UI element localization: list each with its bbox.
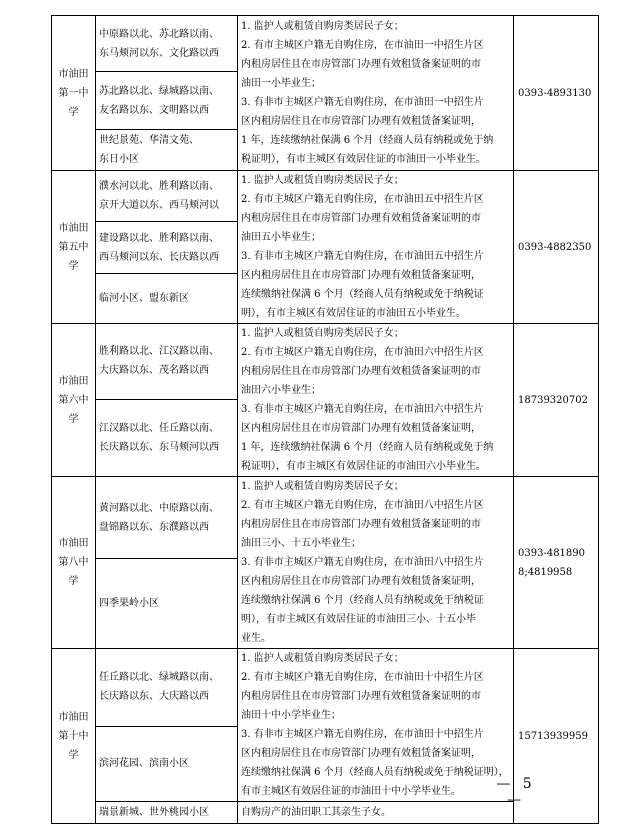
zone-area-cell xyxy=(96,559,238,649)
condition-line: 2. 有市主城区户籍无自购住房，在市油田五中招生片区 xyxy=(241,194,484,205)
zone-area-text: 京开大道以东、西马颊河以 xyxy=(99,200,219,212)
zone-area-text: 中原路以北、苏北路以南、 xyxy=(99,28,219,40)
condition-line: 明），有市主城区有效居住证的市油田三小、十五小毕 xyxy=(241,614,476,625)
contact-phone-cell xyxy=(514,16,599,171)
zone-area-cell xyxy=(96,222,238,273)
condition-line: 自购房产的油田职工其亲生子女。 xyxy=(241,807,391,818)
contact-phone: 0393-4893130 xyxy=(518,87,592,99)
zone-area-text: 长庆路以东、大庆路以西 xyxy=(99,691,209,703)
condition-line: 税证明），有市主城区有效居住证的市油田一小毕业生。 xyxy=(241,154,486,165)
zone-area-text: 友名路以东、文明路以西 xyxy=(99,104,209,116)
condition-line: 连续缴纳社保满 6 个月（经商人员有纳税或免于纳税证明）， xyxy=(241,767,509,778)
zone-area-text: 盘锦路以东、东濮路以西 xyxy=(99,521,209,533)
condition-line: 1 年，连续缴纳社保满 6 个月（经商人员有纳税或免于纳 xyxy=(241,442,494,453)
condition-line: 3. 有非市主城区户籍无自购住房，在市油田五中招生片 xyxy=(241,251,484,262)
condition-line: 内租房居住且在市房管部门办理有效租赁备案证明的市 xyxy=(241,691,481,702)
contact-phone-cell xyxy=(514,477,599,649)
condition-line: 连续缴纳社保满 6 个月（经商人员有纳税或免于纳税证 xyxy=(241,595,484,606)
condition-line: 油田十中小学毕业生； xyxy=(241,710,341,721)
condition-line: 油田五小毕业生； xyxy=(241,232,321,243)
zone-area-text: 滨河花园、滨南小区 xyxy=(99,758,189,770)
condition-line: 3. 有非市主城区户籍无自购住房，在市油田八中招生片 xyxy=(241,557,484,568)
admission-conditions-cell xyxy=(238,324,514,477)
school-name-cell xyxy=(52,477,96,649)
condition-line: 区内租房居住且在市房管部门办理有效租赁备案证明， xyxy=(241,748,481,759)
admission-zone-table xyxy=(51,15,599,824)
school-name-cell xyxy=(52,324,96,477)
condition-line: 内租房居住且在市房管部门办理有效租赁备案证明的市 xyxy=(241,213,481,224)
zone-area-text: 东日小区 xyxy=(99,154,139,165)
condition-line: 2. 有市主城区户籍无自购住房，在市油田一中招生片区 xyxy=(241,40,484,51)
condition-line: 连续缴纳社保满 6 个月（经商人员有纳税或免于纳税证 xyxy=(241,289,484,300)
condition-line: 3. 有非市主城区户籍无自购住房，在市油田六中招生片 xyxy=(241,404,484,415)
condition-line: 区内租房居住且在市房管部门办理有效租赁备案证明， xyxy=(241,423,481,434)
condition-line: 内租房居住且在市房管部门办理有效租赁备案证明的市 xyxy=(241,59,481,70)
condition-line: 油田一小毕业生； xyxy=(241,78,321,89)
condition-line: 油田六小毕业生； xyxy=(241,385,321,396)
table-row xyxy=(52,477,599,559)
contact-phone-cell xyxy=(514,324,599,477)
zone-area-cell xyxy=(96,130,238,171)
condition-line: 2. 有市主城区户籍无自购住房，在市油田十中招生片区 xyxy=(241,672,484,683)
school-name-cell xyxy=(52,649,96,824)
admission-conditions-cell xyxy=(238,477,514,649)
zone-area-cell xyxy=(96,477,238,559)
condition-line: 1. 监护人或租赁自购房类居民子女； xyxy=(241,653,404,664)
condition-line: 油田三小、十五小毕业生； xyxy=(241,538,361,549)
contact-phone-cell xyxy=(514,171,599,324)
school-name: 市油田第五中学 xyxy=(58,222,89,272)
condition-line: 内租房居住且在市房管部门办理有效租赁备案证明的市 xyxy=(241,366,481,377)
contact-phone: 15713939959 xyxy=(518,730,588,742)
zone-area-text: 东马颊河以东、文化路以西 xyxy=(99,47,219,59)
condition-line: 区内租房居住且在市房管部门办理有效租赁备案证明， xyxy=(241,576,481,587)
condition-line: 2. 有市主城区户籍无自购住房，在市油田八中招生片区 xyxy=(241,500,484,511)
page-number: — 5 — xyxy=(496,776,536,808)
admission-conditions-cell xyxy=(238,802,514,824)
zone-area-text: 建设路以北、胜利路以南、 xyxy=(99,232,219,244)
condition-line: 内租房居住且在市房管部门办理有效租赁备案证明的市 xyxy=(241,519,481,530)
zone-area-text: 瑞景新城、世外桃园小区 xyxy=(99,807,209,818)
condition-line: 3. 有非市主城区户籍无自购住房，在市油田一中招生片 xyxy=(241,97,484,108)
zone-area-text: 大庆路以东、茂名路以西 xyxy=(99,365,209,377)
school-name: 市油田第六中学 xyxy=(58,375,89,425)
condition-line: 2. 有市主城区户籍无自购住房，在市油田六中招生片区 xyxy=(241,347,484,358)
condition-line: 1. 监护人或租赁自购房类居民子女； xyxy=(241,481,404,492)
admission-conditions-cell xyxy=(238,171,514,324)
condition-line: 区内租房居住且在市房管部门办理有效租赁备案证明， xyxy=(241,270,481,281)
contact-phone: 18739320702 xyxy=(518,394,588,406)
zone-area-text: 临河小区、盟东新区 xyxy=(99,292,189,304)
condition-line: 明），有市主城区有效居住证的市油田五小毕业生。 xyxy=(241,308,466,319)
condition-line: 区内租房居住且在市房管部门办理有效租赁备案证明， xyxy=(241,116,481,127)
zone-area-text: 四季果岭小区 xyxy=(99,598,159,610)
zone-area-cell xyxy=(96,726,238,801)
school-name: 市油田第一中学 xyxy=(58,68,89,118)
table-row xyxy=(52,649,599,727)
condition-line: 1 年，连续缴纳社保满 6 个月（经商人员有纳税或免于纳 xyxy=(241,135,494,146)
condition-line: 业生。 xyxy=(241,633,271,644)
zone-area-cell xyxy=(96,399,238,476)
zone-area-text: 胜利路以北、江汉路以南、 xyxy=(99,346,219,358)
zone-area-cell xyxy=(96,171,238,222)
condition-line: 税证明），有市主城区有效居住证的市油田六小毕业生。 xyxy=(241,461,486,472)
school-name: 市油田第十中学 xyxy=(58,711,89,761)
zone-area-cell xyxy=(96,16,238,72)
zone-area-text: 长庆路以东、东马颊河以西 xyxy=(99,441,219,453)
zone-area-cell xyxy=(96,72,238,130)
zone-area-text: 黄河路以北、中原路以南、 xyxy=(99,502,219,514)
zone-area-text: 西马颊河以东、长庆路以西 xyxy=(99,251,219,263)
zone-area-text: 苏北路以北、绿城路以南、 xyxy=(99,85,219,97)
school-name-cell xyxy=(52,16,96,171)
condition-line: 有市主城区有效居住证的市油田十中小学毕业生。 xyxy=(241,786,461,797)
zone-area-text: 世纪景苑、华清文苑、 xyxy=(99,135,199,146)
condition-line: 1. 监护人或租赁自购房类居民子女； xyxy=(241,21,404,32)
condition-line: 3. 有非市主城区户籍无自购住房，在市油田十中招生片 xyxy=(241,729,484,740)
condition-line: 1. 监护人或租赁自购房类居民子女； xyxy=(241,175,404,186)
school-name-cell xyxy=(52,171,96,324)
zone-area-text: 濮水河以北、胜利路以南、 xyxy=(99,181,219,193)
admission-conditions-cell xyxy=(238,16,514,171)
zone-area-text: 江汉路以北、任丘路以南、 xyxy=(99,422,219,434)
contact-phone: 0393-4818908;4819958 xyxy=(518,547,586,578)
condition-line: 1. 监护人或租赁自购房类居民子女； xyxy=(241,328,404,339)
contact-phone: 0393-4882350 xyxy=(518,241,592,253)
zone-area-cell xyxy=(96,649,238,727)
zone-area-text: 任丘路以北、绿城路以南、 xyxy=(99,672,219,684)
school-name: 市油田第八中学 xyxy=(58,538,89,587)
table-row xyxy=(52,171,599,222)
zone-area-cell xyxy=(96,802,238,824)
zone-area-cell xyxy=(96,273,238,323)
zone-area-cell xyxy=(96,324,238,400)
table-row xyxy=(52,16,599,72)
table-row xyxy=(52,324,599,400)
admission-conditions-cell xyxy=(238,649,514,802)
